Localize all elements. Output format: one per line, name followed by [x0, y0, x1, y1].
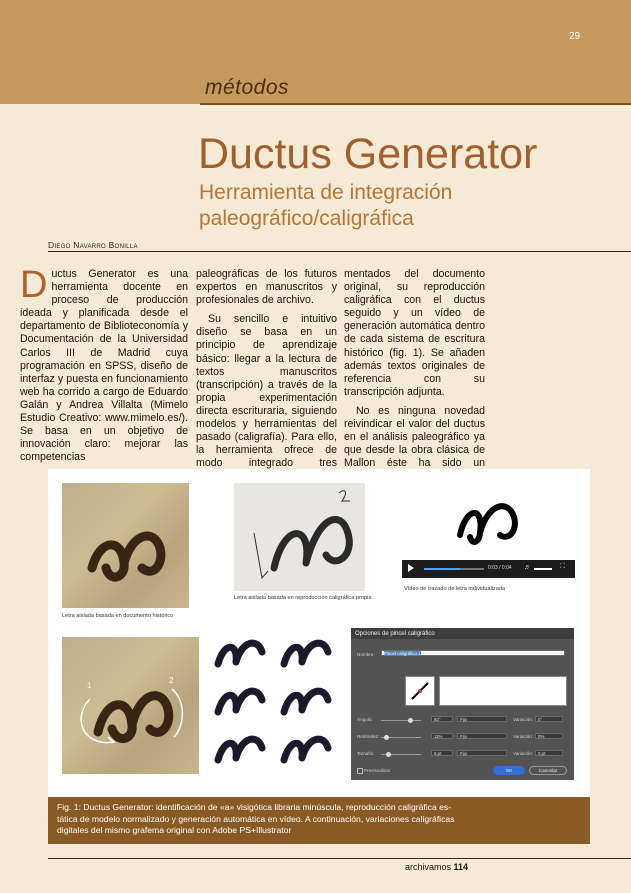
video-progress-track[interactable] — [424, 568, 484, 570]
angle-mode-select[interactable]: Fijo — [457, 716, 507, 722]
footer — [405, 862, 468, 872]
roundness-variation-label: Variación: — [513, 734, 534, 739]
angle-slider[interactable] — [381, 720, 421, 721]
roundness-slider-knob[interactable] — [384, 735, 389, 740]
cancel-button[interactable]: Cancelar — [529, 766, 567, 775]
roundness-label: Redondez: — [357, 734, 380, 739]
volume-slider[interactable] — [534, 568, 552, 570]
body-column-3 — [344, 268, 485, 497]
ok-button[interactable]: OK — [493, 766, 525, 775]
article-title: Ductus Generator — [198, 130, 538, 178]
variation-1 — [218, 643, 262, 664]
preview-label: Previsualizar — [364, 768, 391, 773]
preview-checkbox[interactable] — [357, 768, 363, 774]
size-slider-knob[interactable] — [386, 752, 391, 757]
size-input[interactable]: 5 pt — [431, 750, 453, 756]
page-number: 29 — [569, 31, 581, 42]
dialog-title: Opciones de pincel caligráfico — [355, 631, 435, 637]
label-pencil: Letra aislada basada en reproducción caligráfica propia — [234, 595, 372, 601]
section-title: métodos — [205, 76, 290, 99]
angle-input[interactable]: 92° — [431, 716, 453, 722]
footer-divider — [48, 858, 631, 859]
col1-paragraph: uctus Generator es una herramienta docente en proceso de producción ideada y planificada desde el departamento de Biblioteconomía y Documentación de la Universidad Carlos III de Madrid cuya programación en SPSS, diseño de interfaz y puesta en funcionamiento web ha corrido a cargo de Eduardo Galán y Andrea Villalta (Mimelo Estudio Creativo: www.mimelo.es/). Se basa en un objetivo de innovación claro: mejorar las competencias — [20, 268, 188, 464]
caption-line-2: tática de modelo normalizado y generación automática en vídeo. A continuación, variaciones caligráficas — [57, 813, 455, 824]
angle-variation-label: Variación: — [513, 717, 534, 722]
volume-icon[interactable]: ♬ — [524, 564, 531, 571]
ductus-strokes — [62, 637, 199, 774]
letter-a-stroke — [62, 483, 189, 608]
size-label: Tamaño: — [357, 751, 375, 756]
size-mode-select[interactable]: Fijo — [457, 750, 507, 756]
angle-slider-knob[interactable] — [408, 718, 413, 723]
col2-paragraph-2: Su sencillo e intuitivo diseño se basa en un principio de aprendizaje básico: llegar a la lectura de textos manuscritos (transcripción) a través de la propia experimentación directa escrituraria, siguiendo modelos y herramientas del pasado (caligrafía). Para ello, la herramienta ofrece de modo integrado tres — [196, 313, 337, 470]
caption-line-1: Fig. 1: Ductus Generator: identificación de «a» visigótica libraria minúscula, reproducción caligráfica es- — [57, 802, 452, 812]
stroke-number-2: 2 — [169, 676, 174, 685]
body-column-1 — [20, 264, 188, 464]
stroke-number-1: 1 — [87, 681, 92, 690]
angle-variation-input[interactable]: 0° — [535, 716, 563, 722]
variation-5 — [218, 739, 262, 760]
col3-paragraph-2: No es ninguna novedad reivindicar el valor del ductus en el análisis paleográfico ya que desde la obra clásica de Mallon éste ha sido un — [344, 404, 485, 470]
drop-cap: D — [20, 264, 48, 306]
video-player[interactable] — [402, 560, 575, 578]
col2-paragraph-1: paleográficas de los futuros expertos en manuscritos y profesionales de archivo. — [196, 268, 337, 307]
variation-4 — [284, 691, 328, 712]
label-video: Vídeo de trazado de letra individualizada — [404, 586, 506, 592]
brush-options-dialog — [351, 628, 574, 780]
ductus-document-image — [62, 637, 199, 774]
author-divider — [48, 251, 631, 252]
article-subtitle — [199, 180, 452, 232]
name-input[interactable]: Pincel caligráfico 1 — [381, 650, 565, 656]
name-label: Nombre: — [357, 652, 375, 657]
roundness-input[interactable]: 11% — [431, 733, 453, 739]
brush-preview-icon — [405, 676, 435, 706]
video-time: 0:03 / 0:04 — [488, 565, 512, 571]
issue-number: 114 — [453, 862, 469, 872]
variation-3 — [218, 691, 262, 712]
size-variation-label: Variación: — [513, 751, 534, 756]
variation-2 — [284, 643, 328, 664]
author-byline: Diego Navarro Bonilla — [48, 240, 138, 250]
fullscreen-icon[interactable]: ⛶ — [560, 563, 565, 570]
header-band — [0, 0, 631, 104]
video-progress-fill — [424, 568, 460, 570]
size-variation-input[interactable]: 0 pt — [535, 750, 563, 756]
video-letter-a — [452, 495, 522, 550]
brush-stroke-preview — [439, 676, 567, 706]
pencil-a-stroke — [234, 483, 365, 591]
section-divider — [200, 103, 631, 105]
variation-6 — [284, 739, 328, 760]
journal-name: archivamos — [405, 862, 452, 872]
angle-label: Ángulo: — [357, 717, 373, 722]
figure-caption — [48, 797, 590, 844]
pencil-letter-image — [234, 483, 365, 591]
col3-paragraph-1: mentados del documento original, su reproducción caligráfica con el ductus seguido y un vídeo de generación automática dentro de cada sistema de escritura histórico (fig. 1). Se añaden además textos originales de referencia con su transcripción adjunta. — [344, 268, 485, 398]
calligraphy-variations — [212, 636, 342, 778]
play-icon[interactable] — [408, 564, 414, 572]
historical-letter-image — [62, 483, 189, 608]
label-historical: Letra aislada basada en documento histórico — [62, 613, 174, 619]
caption-line-3: digitales del mismo grafema original con Adobe PS+Illustrator — [57, 825, 292, 835]
roundness-mode-select[interactable]: Fijo — [457, 733, 507, 739]
subtitle-line-1: Herramienta de integración — [199, 181, 453, 204]
subtitle-line-2: paleográfico/caligráfica — [199, 207, 414, 230]
roundness-variation-input[interactable]: 0% — [535, 733, 563, 739]
